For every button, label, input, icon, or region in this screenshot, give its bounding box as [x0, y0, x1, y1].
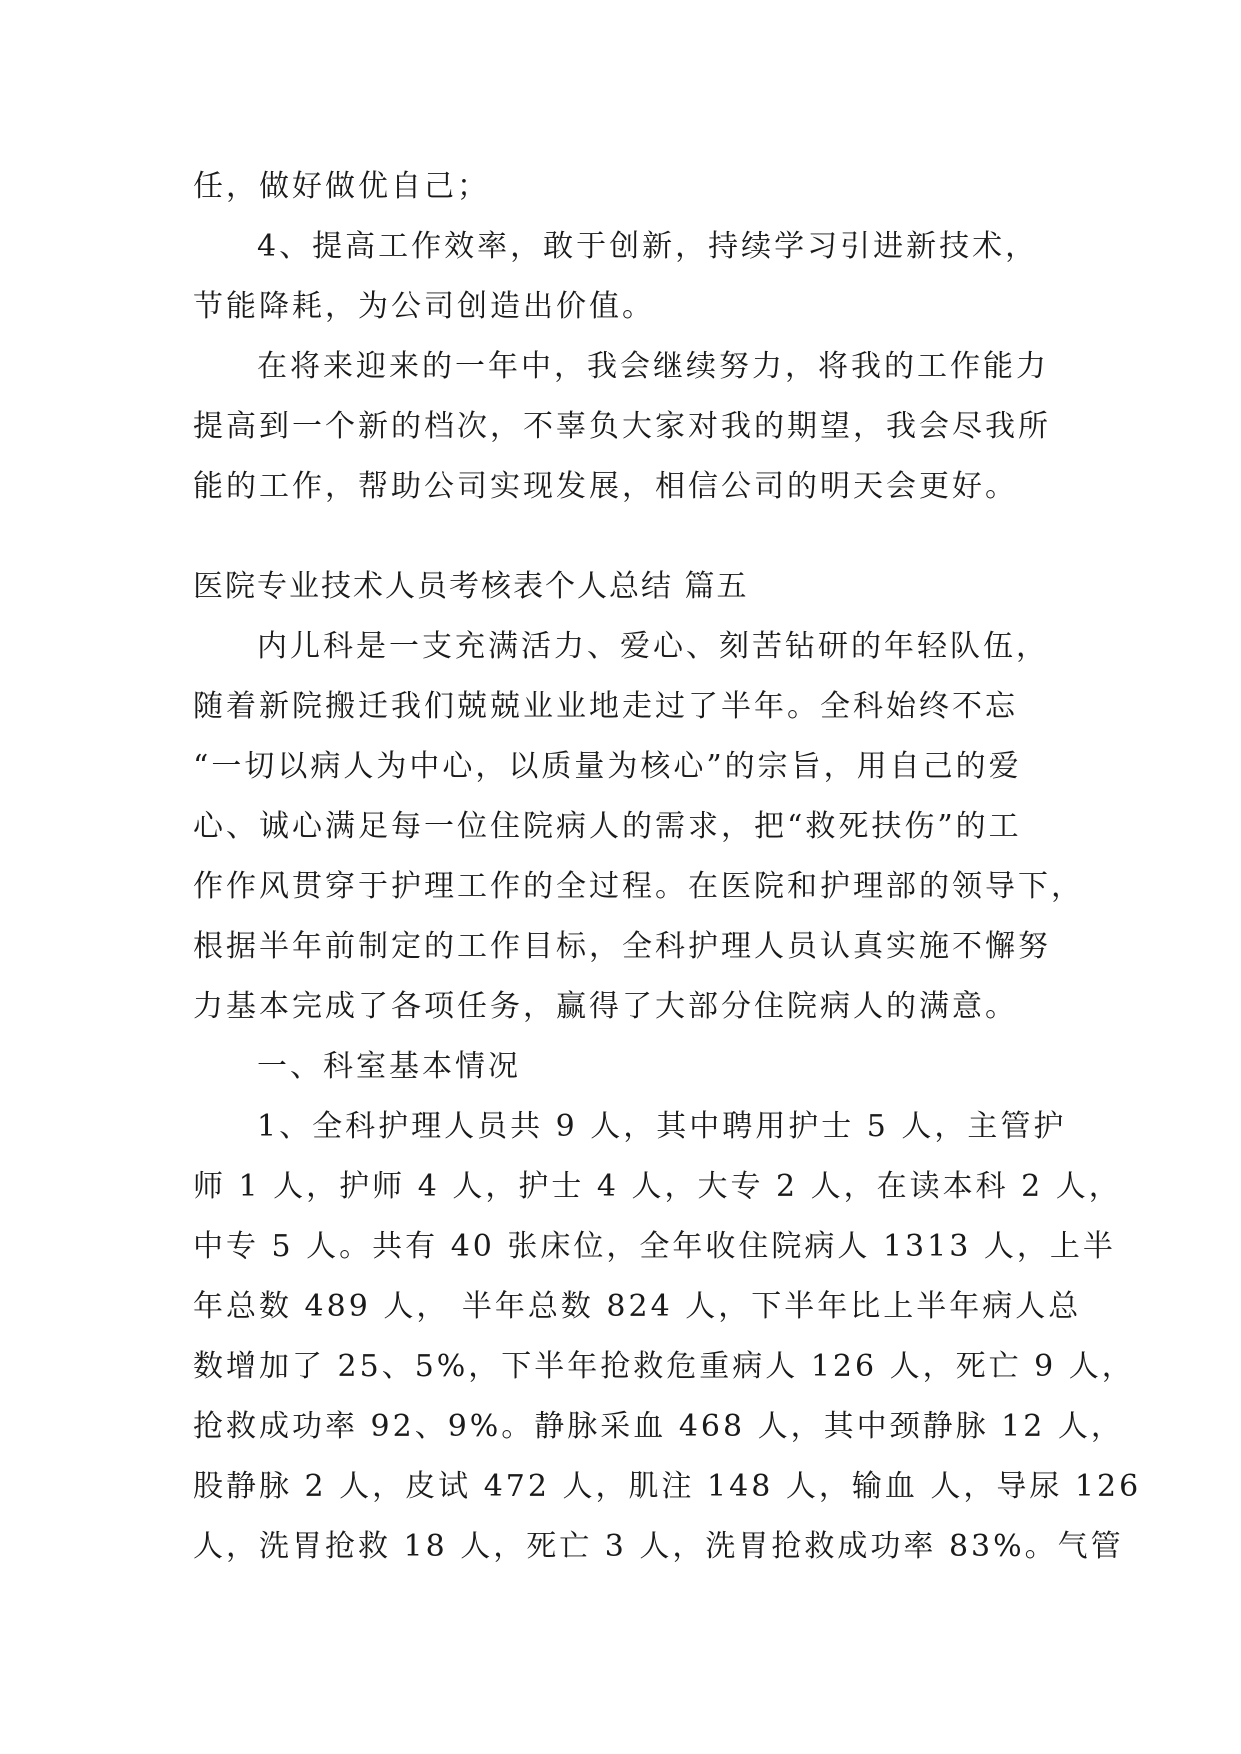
text-line: 中专 5 人。共有 40 张床位，全年收住院病人 1313 人，上半 — [193, 1229, 1116, 1264]
text-line: 人，洗胃抢救 18 人，死亡 3 人，洗胃抢救成功率 83%。气管 — [193, 1529, 1124, 1564]
text-line: 随着新院搬迁我们兢兢业业地走过了半年。全科始终不忘 — [193, 689, 1018, 724]
text-line: 心、诚心满足每一位住院病人的需求，把“救死扶伤”的工 — [193, 809, 1022, 844]
text-line: “一切以病人为中心，以质量为核心”的宗旨，用自己的爱 — [193, 749, 1022, 784]
subheading: 一、科室基本情况 — [257, 1049, 521, 1084]
text-line: 1、全科护理人员共 9 人，其中聘用护士 5 人，主管护 — [257, 1109, 1067, 1144]
text-line: 师 1 人，护师 4 人，护士 4 人，大专 2 人，在读本科 2 人， — [193, 1169, 1122, 1204]
text-line: 年总数 489 人， 半年总数 824 人，下半年比上半年病人总 — [193, 1289, 1082, 1324]
text-line: 作作风贯穿于护理工作的全过程。在医院和护理部的领导下， — [193, 869, 1084, 904]
text-line: 任，做好做优自己； — [193, 169, 490, 204]
text-line: 抢救成功率 92、9%。静脉采血 468 人，其中颈静脉 12 人， — [193, 1409, 1124, 1444]
text-line: 在将来迎来的一年中，我会继续努力，将我的工作能力 — [257, 349, 1049, 384]
text-line: 根据半年前制定的工作目标，全科护理人员认真实施不懈努 — [193, 929, 1051, 964]
text-line: 能的工作，帮助公司实现发展，相信公司的明天会更好。 — [193, 469, 1018, 504]
text-line: 股静脉 2 人，皮试 472 人，肌注 148 人，输血 人，导尿 126 — [193, 1469, 1142, 1504]
text-line: 节能降耗，为公司创造出价值。 — [193, 289, 655, 324]
text-line: 内儿科是一支充满活力、爱心、刻苦钻研的年轻队伍， — [257, 629, 1049, 664]
text-line: 力基本完成了各项任务，赢得了大部分住院病人的满意。 — [193, 989, 1018, 1024]
text-line: 提高到一个新的档次，不辜负大家对我的期望，我会尽我所 — [193, 409, 1051, 444]
text-line: 数增加了 25、5%，下半年抢救危重病人 126 人，死亡 9 人， — [193, 1349, 1135, 1384]
text-line: 4、提高工作效率，敢于创新，持续学习引进新技术， — [257, 229, 1039, 264]
section-heading: 医院专业技术人员考核表个人总结 篇五 — [193, 569, 749, 604]
